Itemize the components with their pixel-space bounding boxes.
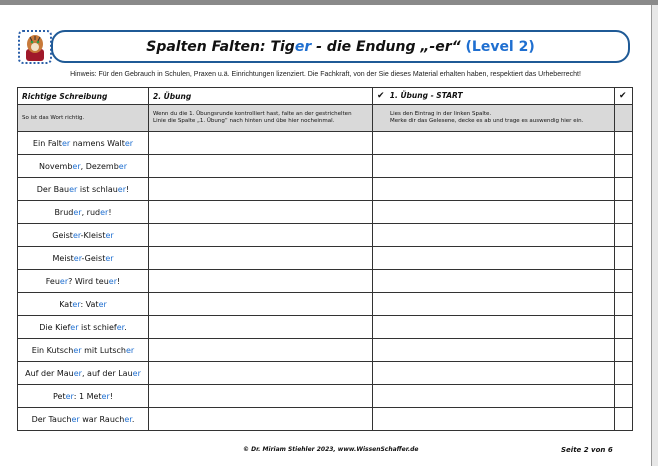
title-level: (Level 2) — [465, 38, 535, 55]
word-ending-highlight: er — [118, 161, 127, 171]
correct-word — [18, 293, 149, 316]
exercise-2-cell[interactable] — [149, 408, 373, 431]
check-cell[interactable] — [615, 293, 633, 316]
exercise-1-cell[interactable] — [373, 201, 615, 224]
word-text: war Rauch — [79, 414, 125, 424]
word-text: -Geist — [81, 253, 106, 263]
header-check — [615, 88, 633, 105]
exercise-2-cell[interactable] — [149, 178, 373, 201]
checkmark-icon: ✔ — [619, 91, 627, 101]
header-exercise-1 — [373, 88, 615, 105]
word-text: . — [131, 414, 135, 424]
table-row — [18, 155, 633, 178]
correct-word — [18, 247, 149, 270]
exercise-1-cell[interactable] — [373, 132, 615, 155]
header-correct: Richtige Schreibung — [18, 88, 149, 105]
word-ending-highlight: er — [73, 207, 82, 217]
table-row — [18, 362, 633, 385]
worksheet-table — [17, 87, 633, 431]
page-edge — [651, 5, 658, 466]
exercise-2-cell[interactable] — [149, 224, 373, 247]
check-cell[interactable] — [615, 339, 633, 362]
checkmark-icon: ✔ — [377, 91, 385, 101]
word-text: Die Kief — [39, 322, 71, 332]
word-text: . — [124, 322, 127, 332]
word-ending-highlight: er — [72, 230, 81, 240]
correct-word — [18, 339, 149, 362]
table-row — [18, 408, 633, 431]
check-cell[interactable] — [615, 132, 633, 155]
table-row — [18, 385, 633, 408]
exercise-2-cell[interactable] — [149, 362, 373, 385]
word-ending-highlight: er — [116, 322, 125, 332]
word-text: Geist — [52, 230, 73, 240]
word-text: ! — [108, 207, 112, 217]
page-title — [51, 30, 630, 63]
word-text: : Vat — [80, 299, 99, 309]
table-row — [18, 224, 633, 247]
correct-word — [18, 362, 149, 385]
word-text: Auf der Mau — [25, 368, 74, 378]
check-cell[interactable] — [615, 316, 633, 339]
word-ending-highlight: er — [101, 391, 110, 401]
word-text: Feu — [45, 276, 60, 286]
correct-word — [18, 201, 149, 224]
table-row — [18, 132, 633, 155]
word-text: Kat — [59, 299, 73, 309]
instruction-line: Merke dir das Gelesene, decke es ab und trage es auswendig hier ein. — [390, 118, 584, 124]
check-cell[interactable] — [615, 178, 633, 201]
exercise-1-cell[interactable] — [373, 224, 615, 247]
word-ending-highlight: er — [105, 253, 114, 263]
word-ending-highlight: er — [71, 414, 80, 424]
instruction-line: Wenn du die 1. Übungsrunde kontrolliert hast, falte an der gestrichelten — [153, 111, 352, 117]
exercise-2-cell[interactable] — [149, 155, 373, 178]
word-ending-highlight: er — [124, 414, 132, 424]
word-ending-highlight: er — [59, 276, 69, 286]
footer-page-number: Seite 2 von 6 — [561, 446, 613, 454]
exercise-2-cell[interactable] — [149, 339, 373, 362]
exercise-1-cell[interactable] — [373, 247, 615, 270]
exercise-2-cell[interactable] — [149, 270, 373, 293]
table-row — [18, 339, 633, 362]
word-text: namens Walt — [70, 138, 125, 148]
word-ending-highlight: er — [73, 368, 82, 378]
word-text: Brud — [54, 207, 74, 217]
exercise-2-cell[interactable] — [149, 201, 373, 224]
instruction-correct: So ist das Wort richtig. — [18, 105, 149, 132]
word-ending-highlight: er — [132, 368, 141, 378]
exercise-1-cell[interactable] — [373, 362, 615, 385]
tiger-logo-icon — [18, 30, 52, 64]
word-ending-highlight: er — [105, 230, 114, 240]
instruction-exercise-2 — [149, 105, 373, 132]
table-row — [18, 247, 633, 270]
title-text: Spalten Falten: Tig — [146, 38, 295, 55]
word-ending-highlight: er — [69, 184, 78, 194]
word-text: ? Wird teu — [68, 276, 109, 286]
word-ending-highlight: er — [100, 207, 109, 217]
instruction-check — [615, 105, 633, 132]
word-text: ! — [117, 276, 121, 286]
word-text: ist schlau — [77, 184, 118, 194]
correct-word — [18, 155, 149, 178]
word-ending-highlight: er — [61, 138, 71, 148]
word-ending-highlight: er — [108, 276, 118, 286]
word-text: ! — [109, 391, 113, 401]
check-cell[interactable] — [615, 247, 633, 270]
correct-word — [18, 224, 149, 247]
correct-word — [18, 385, 149, 408]
check-cell[interactable] — [615, 408, 633, 431]
check-cell[interactable] — [615, 155, 633, 178]
correct-word — [18, 132, 149, 155]
header-exercise-2: 2. Übung — [149, 88, 373, 105]
word-text: Der Tauch — [31, 414, 72, 424]
table-row — [18, 270, 633, 293]
word-text: Ein Kutsch — [31, 345, 74, 355]
exercise-1-cell[interactable] — [373, 270, 615, 293]
exercise-2-cell[interactable] — [149, 132, 373, 155]
word-ending-highlight: er — [70, 322, 79, 332]
exercise-2-cell[interactable] — [149, 316, 373, 339]
table-row — [18, 201, 633, 224]
word-ending-highlight: er — [65, 391, 74, 401]
word-ending-highlight: er — [73, 253, 82, 263]
word-ending-highlight: er — [72, 161, 81, 171]
exercise-2-cell[interactable] — [149, 293, 373, 316]
correct-word — [18, 408, 149, 431]
word-ending-highlight: er — [73, 345, 82, 355]
word-ending-highlight: er — [72, 299, 81, 309]
table-row — [18, 178, 633, 201]
title-highlight: er — [294, 38, 312, 55]
header-row — [18, 88, 633, 105]
word-text: , rud — [81, 207, 101, 217]
word-text: Ein Falt — [32, 138, 62, 148]
word-text: ist schief — [78, 322, 117, 332]
exercise-1-cell[interactable] — [373, 339, 615, 362]
viewer-top-bar — [0, 0, 658, 5]
header-exercise-1-label: 1. Übung - START — [389, 91, 463, 100]
word-ending-highlight: er — [124, 138, 134, 148]
word-text: Pet — [53, 391, 66, 401]
correct-word — [18, 270, 149, 293]
exercise-1-cell[interactable] — [373, 316, 615, 339]
instruction-row — [18, 105, 633, 132]
instruction-line: Linie die Spalte „1. Übung“ nach hinten und übe hier nocheinmal. — [153, 118, 335, 124]
word-text: mit Lutsch — [81, 345, 126, 355]
check-cell[interactable] — [615, 362, 633, 385]
license-hint: Hinweis: Für den Gebrauch in Schulen, Praxen u.ä. Einrichtungen lizenziert. Die Fachkraft, von der Sie dieses Material erhalten haben, respektiert das Urheberrecht! — [70, 71, 581, 78]
word-ending-highlight: er — [117, 184, 127, 194]
table-row — [18, 293, 633, 316]
correct-word — [18, 178, 149, 201]
exercise-2-cell[interactable] — [149, 247, 373, 270]
word-text: Der Bau — [36, 184, 70, 194]
exercise-2-cell[interactable] — [149, 385, 373, 408]
word-text: ! — [126, 184, 130, 194]
instruction-exercise-1 — [373, 105, 615, 132]
footer-copyright: © Dr. Miriam Stiehler 2023, www.WissenSchaffer.de — [243, 446, 419, 453]
exercise-1-cell[interactable] — [373, 293, 615, 316]
check-cell[interactable] — [615, 385, 633, 408]
word-ending-highlight: er — [126, 345, 135, 355]
word-text: , Dezemb — [80, 161, 119, 171]
word-text: , auf der Lau — [81, 368, 133, 378]
word-text: : 1 Met — [73, 391, 102, 401]
instruction-line: Lies den Eintrag in der linken Spalte. — [390, 111, 492, 117]
check-cell[interactable] — [615, 270, 633, 293]
table-row — [18, 316, 633, 339]
title-text-suffix: - die Endung „-er“ — [311, 38, 466, 55]
check-cell[interactable] — [615, 224, 633, 247]
correct-word — [18, 316, 149, 339]
exercise-1-cell[interactable] — [373, 178, 615, 201]
word-text: Novemb — [38, 161, 73, 171]
word-ending-highlight: er — [98, 299, 107, 309]
word-text: -Kleist — [80, 230, 106, 240]
word-text: Meist — [52, 253, 74, 263]
exercise-1-cell[interactable] — [373, 408, 615, 431]
exercise-1-cell[interactable] — [373, 155, 615, 178]
exercise-1-cell[interactable] — [373, 385, 615, 408]
check-cell[interactable] — [615, 201, 633, 224]
